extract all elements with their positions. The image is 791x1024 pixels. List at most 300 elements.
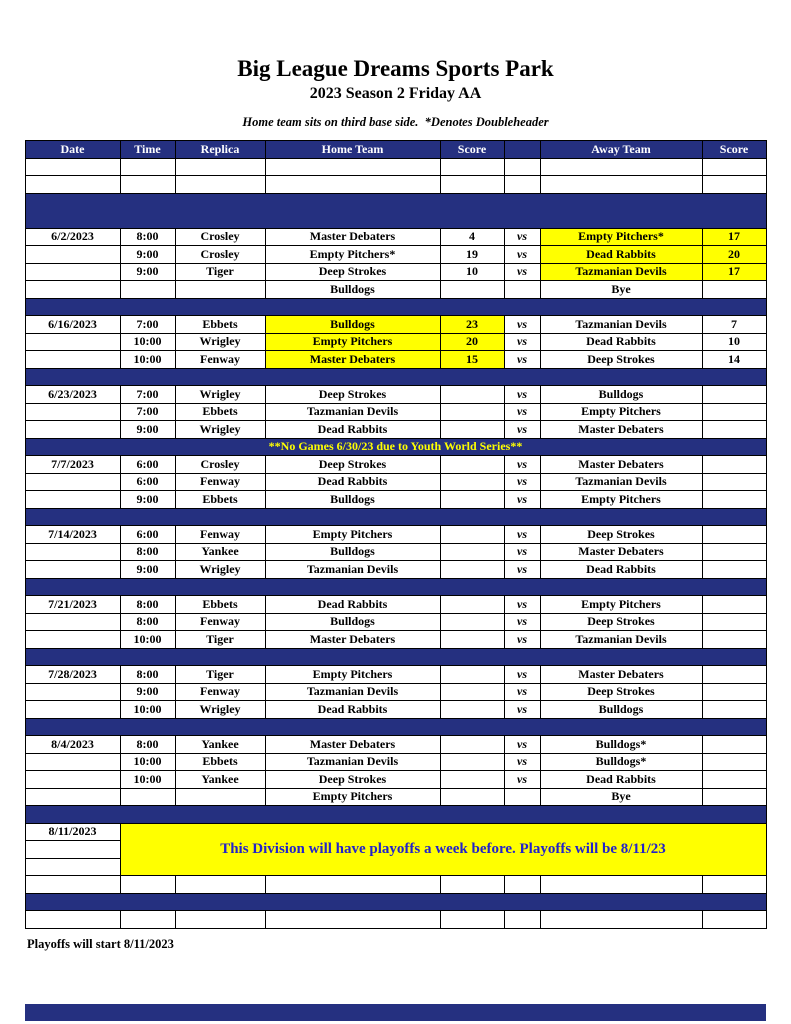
game-row bbox=[25, 683, 766, 701]
navy-row bbox=[25, 578, 766, 596]
replica-cell: Wrigley bbox=[175, 333, 265, 351]
away-score-cell bbox=[702, 788, 766, 806]
vs-cell: vs bbox=[504, 771, 540, 789]
vs-cell: vs bbox=[504, 543, 540, 561]
home-score-cell: 10 bbox=[440, 263, 504, 281]
vs-cell: vs bbox=[504, 753, 540, 771]
col-header-vs bbox=[504, 141, 540, 159]
away-team-cell bbox=[540, 876, 702, 894]
game-row bbox=[25, 491, 766, 509]
vs-cell bbox=[504, 788, 540, 806]
home-team-note: Home team sits on third base side. *Denotes Doubleheader bbox=[242, 115, 549, 129]
separator-band bbox=[25, 578, 766, 596]
home-score-cell: 19 bbox=[440, 246, 504, 264]
header-row bbox=[25, 141, 766, 159]
vs-cell: vs bbox=[504, 631, 540, 649]
home-score-cell: 4 bbox=[440, 228, 504, 246]
away-score-cell bbox=[702, 736, 766, 754]
home-score-cell bbox=[440, 753, 504, 771]
home-score-cell bbox=[440, 158, 504, 176]
home-team-cell: Tazmanian Devils bbox=[265, 683, 440, 701]
empty-row bbox=[25, 158, 766, 176]
home-score-cell bbox=[440, 771, 504, 789]
vs-cell: vs bbox=[504, 333, 540, 351]
date-cell bbox=[25, 771, 120, 789]
bottom-navy-bar bbox=[25, 1004, 766, 1021]
date-cell bbox=[25, 333, 120, 351]
away-score-cell bbox=[702, 613, 766, 631]
time-cell: 10:00 bbox=[120, 351, 175, 369]
vs-cell: vs bbox=[504, 736, 540, 754]
date-cell bbox=[25, 491, 120, 509]
home-team-cell: Bulldogs bbox=[265, 613, 440, 631]
home-team-cell: Deep Strokes bbox=[265, 386, 440, 404]
vs-cell bbox=[504, 176, 540, 194]
game-row bbox=[25, 788, 766, 806]
home-team-cell: Empty Pitchers bbox=[265, 788, 440, 806]
vs-cell: vs bbox=[504, 456, 540, 474]
schedule-body bbox=[25, 158, 766, 928]
home-team-cell bbox=[265, 158, 440, 176]
date-cell bbox=[25, 561, 120, 579]
time-cell: 8:00 bbox=[120, 596, 175, 614]
time-cell bbox=[120, 158, 175, 176]
home-team-cell: Dead Rabbits bbox=[265, 596, 440, 614]
home-score-cell bbox=[440, 176, 504, 194]
replica-cell: Wrigley bbox=[175, 386, 265, 404]
game-row bbox=[25, 631, 766, 649]
time-cell bbox=[120, 911, 175, 929]
page-subtitle: 2023 Season 2 Friday AA bbox=[309, 85, 482, 102]
game-row bbox=[25, 456, 766, 474]
empty-row bbox=[25, 911, 766, 929]
date-cell: 8/4/2023 bbox=[25, 736, 120, 754]
away-score-cell bbox=[702, 526, 766, 544]
replica-cell: Tiger bbox=[175, 263, 265, 281]
separator-band bbox=[25, 211, 766, 229]
separator-band bbox=[25, 368, 766, 386]
home-team-cell: Tazmanian Devils bbox=[265, 403, 440, 421]
home-team-cell: Tazmanian Devils bbox=[265, 753, 440, 771]
date-cell: 6/2/2023 bbox=[25, 228, 120, 246]
time-cell: 6:00 bbox=[120, 456, 175, 474]
away-team-cell: Bye bbox=[540, 788, 702, 806]
away-team-cell: Dead Rabbits bbox=[540, 333, 702, 351]
date-cell bbox=[25, 841, 120, 859]
navy-row bbox=[25, 298, 766, 316]
replica-cell: Ebbets bbox=[175, 316, 265, 334]
time-cell bbox=[120, 281, 175, 299]
time-cell: 8:00 bbox=[120, 666, 175, 684]
empty-row bbox=[25, 876, 766, 894]
away-score-cell bbox=[702, 403, 766, 421]
replica-cell: Yankee bbox=[175, 736, 265, 754]
away-score-cell bbox=[702, 701, 766, 719]
date-cell: 6/16/2023 bbox=[25, 316, 120, 334]
navy-row bbox=[25, 508, 766, 526]
date-cell: 7/14/2023 bbox=[25, 526, 120, 544]
time-cell: 9:00 bbox=[120, 561, 175, 579]
replica-cell: Ebbets bbox=[175, 491, 265, 509]
home-team-cell: Bulldogs bbox=[265, 543, 440, 561]
away-score-cell bbox=[702, 561, 766, 579]
away-team-cell: Dead Rabbits bbox=[540, 561, 702, 579]
home-score-cell bbox=[440, 403, 504, 421]
time-cell: 10:00 bbox=[120, 701, 175, 719]
separator-band bbox=[25, 648, 766, 666]
vs-cell: vs bbox=[504, 613, 540, 631]
vs-cell: vs bbox=[504, 421, 540, 439]
time-cell: 8:00 bbox=[120, 613, 175, 631]
date-cell bbox=[25, 158, 120, 176]
home-score-cell bbox=[440, 666, 504, 684]
home-team-cell bbox=[265, 876, 440, 894]
away-score-cell bbox=[702, 386, 766, 404]
date-cell: 8/11/2023 bbox=[25, 823, 120, 841]
away-team-cell: Deep Strokes bbox=[540, 351, 702, 369]
away-team-cell: Master Debaters bbox=[540, 543, 702, 561]
col-header-date: Date bbox=[25, 141, 120, 159]
replica-cell: Tiger bbox=[175, 666, 265, 684]
replica-cell: Yankee bbox=[175, 543, 265, 561]
away-team-cell: Empty Pitchers bbox=[540, 596, 702, 614]
time-cell: 8:00 bbox=[120, 736, 175, 754]
home-score-cell bbox=[440, 473, 504, 491]
away-score-cell bbox=[702, 596, 766, 614]
home-score-cell bbox=[440, 596, 504, 614]
date-cell bbox=[25, 351, 120, 369]
home-score-cell bbox=[440, 631, 504, 649]
away-score-cell bbox=[702, 176, 766, 194]
vs-cell bbox=[504, 911, 540, 929]
away-score-cell: 20 bbox=[702, 246, 766, 264]
date-cell: 7/7/2023 bbox=[25, 456, 120, 474]
date-cell bbox=[25, 701, 120, 719]
home-score-cell bbox=[440, 526, 504, 544]
away-team-cell: Deep Strokes bbox=[540, 613, 702, 631]
away-score-cell bbox=[702, 876, 766, 894]
away-team-cell: Empty Pitchers bbox=[540, 491, 702, 509]
replica-cell: Fenway bbox=[175, 351, 265, 369]
home-team-cell: Master Debaters bbox=[265, 736, 440, 754]
time-cell: 9:00 bbox=[120, 683, 175, 701]
date-cell: 7/21/2023 bbox=[25, 596, 120, 614]
home-team-cell: Tazmanian Devils bbox=[265, 561, 440, 579]
away-team-cell: Tazmanian Devils bbox=[540, 263, 702, 281]
vs-cell: vs bbox=[504, 473, 540, 491]
away-score-cell: 7 bbox=[702, 316, 766, 334]
away-score-cell bbox=[702, 421, 766, 439]
replica-cell: Wrigley bbox=[175, 421, 265, 439]
home-score-cell bbox=[440, 456, 504, 474]
date-cell bbox=[25, 473, 120, 491]
col-header-home-score: Score bbox=[440, 141, 504, 159]
game-row bbox=[25, 316, 766, 334]
game-row bbox=[25, 701, 766, 719]
date-cell bbox=[25, 613, 120, 631]
away-team-cell: Deep Strokes bbox=[540, 683, 702, 701]
time-cell bbox=[120, 876, 175, 894]
vs-cell: vs bbox=[504, 316, 540, 334]
away-team-cell: Empty Pitchers* bbox=[540, 228, 702, 246]
home-team-cell: Master Debaters bbox=[265, 631, 440, 649]
date-cell bbox=[25, 788, 120, 806]
empty-row bbox=[25, 176, 766, 194]
home-team-cell: Empty Pitchers bbox=[265, 526, 440, 544]
replica-cell: Fenway bbox=[175, 473, 265, 491]
away-score-cell bbox=[702, 911, 766, 929]
away-score-cell bbox=[702, 491, 766, 509]
date-cell bbox=[25, 281, 120, 299]
home-team-cell: Empty Pitchers bbox=[265, 333, 440, 351]
time-cell: 10:00 bbox=[120, 753, 175, 771]
game-row bbox=[25, 613, 766, 631]
replica-cell bbox=[175, 911, 265, 929]
game-row bbox=[25, 333, 766, 351]
home-score-cell: 23 bbox=[440, 316, 504, 334]
vs-cell: vs bbox=[504, 526, 540, 544]
replica-cell bbox=[175, 788, 265, 806]
game-row bbox=[25, 473, 766, 491]
away-team-cell: Dead Rabbits bbox=[540, 771, 702, 789]
time-cell: 10:00 bbox=[120, 631, 175, 649]
date-cell: 6/23/2023 bbox=[25, 386, 120, 404]
replica-cell bbox=[175, 158, 265, 176]
banner-row bbox=[25, 823, 766, 841]
away-team-cell: Dead Rabbits bbox=[540, 246, 702, 264]
away-team-cell bbox=[540, 158, 702, 176]
away-score-cell bbox=[702, 456, 766, 474]
away-team-cell: Empty Pitchers bbox=[540, 403, 702, 421]
away-score-cell bbox=[702, 543, 766, 561]
home-team-cell: Master Debaters bbox=[265, 351, 440, 369]
date-cell bbox=[25, 421, 120, 439]
home-team-cell bbox=[265, 911, 440, 929]
replica-cell: Crosley bbox=[175, 456, 265, 474]
navy-row bbox=[25, 893, 766, 911]
away-team-cell: Tazmanian Devils bbox=[540, 631, 702, 649]
date-cell bbox=[25, 911, 120, 929]
navy-row bbox=[25, 718, 766, 736]
replica-cell bbox=[175, 876, 265, 894]
page-title: Big League Dreams Sports Park bbox=[237, 56, 554, 81]
game-row bbox=[25, 228, 766, 246]
replica-cell bbox=[175, 281, 265, 299]
time-cell: 7:00 bbox=[120, 316, 175, 334]
home-team-cell: Dead Rabbits bbox=[265, 701, 440, 719]
separator-band bbox=[25, 193, 766, 211]
away-team-cell: Tazmanian Devils bbox=[540, 473, 702, 491]
home-score-cell bbox=[440, 613, 504, 631]
home-score-cell: 15 bbox=[440, 351, 504, 369]
footer-note: Playoffs will start 8/11/2023 bbox=[27, 936, 174, 951]
time-cell: 6:00 bbox=[120, 473, 175, 491]
col-header-away-team: Away Team bbox=[540, 141, 702, 159]
home-team-cell: Deep Strokes bbox=[265, 263, 440, 281]
game-row bbox=[25, 561, 766, 579]
vs-cell: vs bbox=[504, 666, 540, 684]
col-header-replica: Replica bbox=[175, 141, 265, 159]
away-team-cell: Bulldogs* bbox=[540, 736, 702, 754]
game-row bbox=[25, 771, 766, 789]
game-row bbox=[25, 753, 766, 771]
away-team-cell: Deep Strokes bbox=[540, 526, 702, 544]
home-score-cell bbox=[440, 421, 504, 439]
time-cell: 9:00 bbox=[120, 421, 175, 439]
replica-cell: Fenway bbox=[175, 683, 265, 701]
time-cell: 7:00 bbox=[120, 403, 175, 421]
home-score-cell bbox=[440, 491, 504, 509]
time-cell: 10:00 bbox=[120, 771, 175, 789]
home-team-cell: Dead Rabbits bbox=[265, 473, 440, 491]
home-score-cell bbox=[440, 788, 504, 806]
game-row bbox=[25, 386, 766, 404]
home-score-cell bbox=[440, 561, 504, 579]
date-cell: 7/28/2023 bbox=[25, 666, 120, 684]
vs-cell bbox=[504, 876, 540, 894]
home-team-cell: Bulldogs bbox=[265, 491, 440, 509]
home-score-cell bbox=[440, 683, 504, 701]
away-team-cell: Master Debaters bbox=[540, 421, 702, 439]
home-score-cell bbox=[440, 701, 504, 719]
time-cell: 7:00 bbox=[120, 386, 175, 404]
replica-cell: Fenway bbox=[175, 613, 265, 631]
col-header-time: Time bbox=[120, 141, 175, 159]
date-cell bbox=[25, 683, 120, 701]
date-cell bbox=[25, 631, 120, 649]
home-score-cell bbox=[440, 736, 504, 754]
away-team-cell: Bulldogs bbox=[540, 386, 702, 404]
game-row bbox=[25, 403, 766, 421]
away-score-cell bbox=[702, 683, 766, 701]
away-score-cell bbox=[702, 631, 766, 649]
separator-band bbox=[25, 508, 766, 526]
time-cell bbox=[120, 176, 175, 194]
separator-band bbox=[25, 298, 766, 316]
home-score-cell bbox=[440, 281, 504, 299]
home-score-cell bbox=[440, 911, 504, 929]
game-row bbox=[25, 526, 766, 544]
game-row bbox=[25, 281, 766, 299]
navy-row bbox=[25, 368, 766, 386]
vs-cell: vs bbox=[504, 596, 540, 614]
date-cell bbox=[25, 403, 120, 421]
vs-cell: vs bbox=[504, 386, 540, 404]
time-cell: 10:00 bbox=[120, 333, 175, 351]
replica-cell: Wrigley bbox=[175, 701, 265, 719]
playoff-banner: This Division will have playoffs a week before. Playoffs will be 8/11/23 bbox=[120, 823, 766, 876]
separator-band bbox=[25, 718, 766, 736]
navy-row bbox=[25, 193, 766, 211]
home-team-cell: Deep Strokes bbox=[265, 771, 440, 789]
time-cell: 9:00 bbox=[120, 246, 175, 264]
replica-cell: Ebbets bbox=[175, 403, 265, 421]
game-row bbox=[25, 543, 766, 561]
home-score-cell bbox=[440, 876, 504, 894]
replica-cell: Wrigley bbox=[175, 561, 265, 579]
away-score-cell bbox=[702, 473, 766, 491]
navy-row bbox=[25, 648, 766, 666]
navy-row bbox=[25, 211, 766, 229]
date-cell bbox=[25, 876, 120, 894]
away-score-cell bbox=[702, 753, 766, 771]
date-cell bbox=[25, 858, 120, 876]
game-row bbox=[25, 351, 766, 369]
time-cell: 6:00 bbox=[120, 526, 175, 544]
away-score-cell bbox=[702, 281, 766, 299]
game-row bbox=[25, 246, 766, 264]
vs-cell: vs bbox=[504, 263, 540, 281]
schedule-table bbox=[25, 140, 767, 929]
game-row bbox=[25, 736, 766, 754]
game-row bbox=[25, 263, 766, 281]
away-team-cell bbox=[540, 176, 702, 194]
date-cell bbox=[25, 753, 120, 771]
replica-cell: Yankee bbox=[175, 771, 265, 789]
away-team-cell: Bye bbox=[540, 281, 702, 299]
separator-band bbox=[25, 806, 766, 824]
col-header-away-score: Score bbox=[702, 141, 766, 159]
away-team-cell: Master Debaters bbox=[540, 666, 702, 684]
replica-cell: Fenway bbox=[175, 526, 265, 544]
time-cell: 9:00 bbox=[120, 491, 175, 509]
notice-row bbox=[25, 438, 766, 456]
notice-text: **No Games 6/30/23 due to Youth World Series** bbox=[25, 438, 766, 456]
replica-cell: Crosley bbox=[175, 228, 265, 246]
time-cell bbox=[120, 788, 175, 806]
date-cell bbox=[25, 246, 120, 264]
vs-cell: vs bbox=[504, 246, 540, 264]
home-team-cell: Dead Rabbits bbox=[265, 421, 440, 439]
time-cell: 8:00 bbox=[120, 228, 175, 246]
separator-band bbox=[25, 893, 766, 911]
vs-cell: vs bbox=[504, 351, 540, 369]
away-score-cell: 10 bbox=[702, 333, 766, 351]
replica-cell: Crosley bbox=[175, 246, 265, 264]
game-row bbox=[25, 666, 766, 684]
col-header-home-team: Home Team bbox=[265, 141, 440, 159]
away-team-cell: Bulldogs bbox=[540, 701, 702, 719]
vs-cell: vs bbox=[504, 561, 540, 579]
replica-cell bbox=[175, 176, 265, 194]
game-row bbox=[25, 421, 766, 439]
away-score-cell bbox=[702, 771, 766, 789]
time-cell: 8:00 bbox=[120, 543, 175, 561]
home-team-cell bbox=[265, 176, 440, 194]
home-team-cell: Bulldogs bbox=[265, 316, 440, 334]
vs-cell bbox=[504, 281, 540, 299]
date-cell bbox=[25, 176, 120, 194]
away-score-cell bbox=[702, 666, 766, 684]
game-row bbox=[25, 596, 766, 614]
vs-cell: vs bbox=[504, 683, 540, 701]
home-team-cell: Empty Pitchers bbox=[265, 666, 440, 684]
away-score-cell: 17 bbox=[702, 228, 766, 246]
home-team-cell: Master Debaters bbox=[265, 228, 440, 246]
navy-row bbox=[25, 806, 766, 824]
replica-cell: Ebbets bbox=[175, 596, 265, 614]
home-score-cell: 20 bbox=[440, 333, 504, 351]
vs-cell: vs bbox=[504, 228, 540, 246]
away-team-cell bbox=[540, 911, 702, 929]
vs-cell bbox=[504, 158, 540, 176]
time-cell: 9:00 bbox=[120, 263, 175, 281]
replica-cell: Ebbets bbox=[175, 753, 265, 771]
home-team-cell: Empty Pitchers* bbox=[265, 246, 440, 264]
away-score-cell: 17 bbox=[702, 263, 766, 281]
date-cell bbox=[25, 263, 120, 281]
vs-cell: vs bbox=[504, 491, 540, 509]
